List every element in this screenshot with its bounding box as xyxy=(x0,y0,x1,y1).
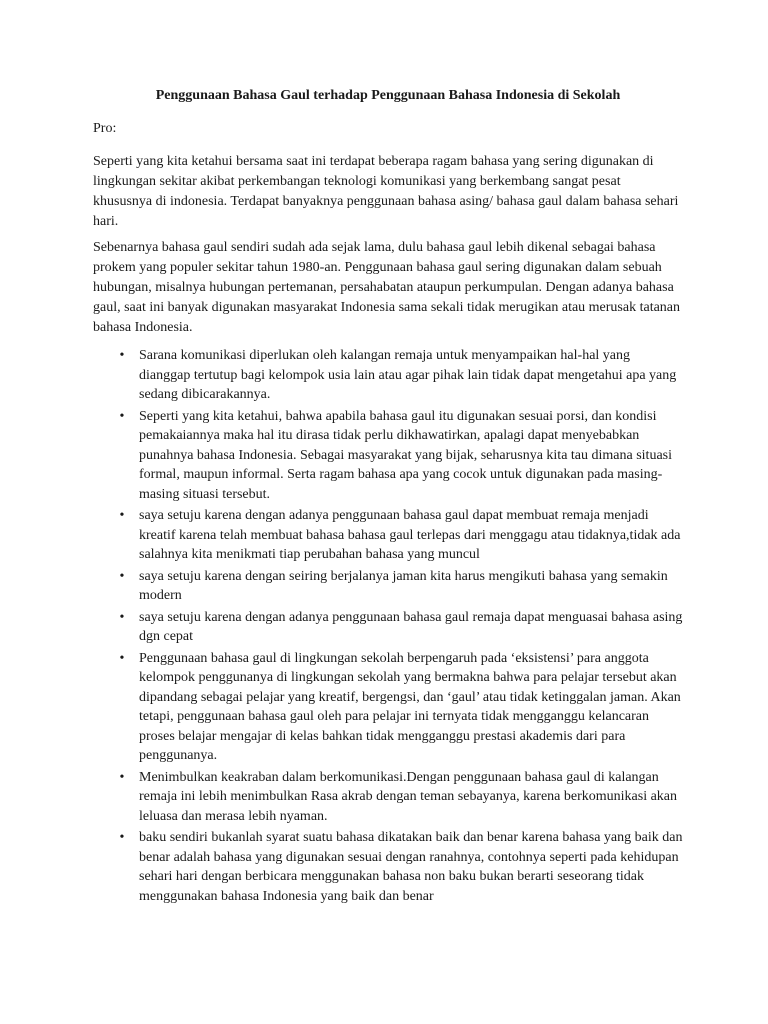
list-item-text: Penggunaan bahasa gaul di lingkungan sekolah berpengaruh pada ‘eksistensi’ para anggota kelompok penggunanya di lingkungan sekolah yang bermakna bahwa para pelajar tersebut akan dipandang sebagai pelajar yang kreatif, bergengsi, dan ‘gaul’ atau tidak ketinggalan jaman. Akan tetapi, penggunaan bahasa gaul oleh para pelajar ini ternyata tidak mengganggu kelancaran proses belajar mengajar di kelas bahkan tidak mengganggu prestasi akademis dari para penggunanya. xyxy=(139,650,681,763)
list-item xyxy=(93,407,683,505)
paragraph-intro: Seperti yang kita ketahui bersama saat ini terdapat beberapa ragam bahasa yang sering digunakan di lingkungan sekitar akibat perkembangan teknologi komunikasi yang berkembang sangat pesat khususnya di indonesia. Terdapat banyaknya penggunaan bahasa asing/ bahasa gaul dalam bahasa sehari hari. xyxy=(93,154,679,229)
paragraph-history: Sebenarnya bahasa gaul sendiri sudah ada sejak lama, dulu bahasa gaul lebih dikenal sebagai bahasa prokem yang populer sekitar tahun 1980-an. Penggunaan bahasa gaul sering digunakan dalam sebuah hubungan, misalnya hubungan pertemanan, persahabatan ataupun perkumpulan. Dengan adanya bahasa gaul, saat ini banyak digunakan masyarakat Indonesia sama sekali tidak merugikan atau merusak tatanan bahasa Indonesia. xyxy=(93,240,681,335)
list-item xyxy=(93,608,683,647)
list-item xyxy=(93,649,683,766)
pro-section-label: Pro: xyxy=(93,121,117,136)
list-item-text: Menimbulkan keakraban dalam berkomunikasi.Dengan penggunaan bahasa gaul di kalangan remaja ini lebih menimbulkan Rasa akrab dengan teman sebayanya, karena berkomunikasi akan leluasa dan merasa lebih nyaman. xyxy=(139,769,678,824)
document-title: Penggunaan Bahasa Gaul terhadap Penggunaan Bahasa Indonesia di Sekolah xyxy=(155,88,621,103)
list-item-text: Sarana komunikasi diperlukan oleh kalangan remaja untuk menyampaikan hal-hal yang dianggap tertutup bagi kelompok usia lain atau agar pihak lain tidak dapat mengetahui apa yang sedang dibicarakannya. xyxy=(139,348,677,402)
list-item-text: saya setuju karena dengan seiring berjalanya jaman kita harus mengikuti bahasa yang semakin modern xyxy=(139,568,668,603)
bullet-icon: • xyxy=(119,508,125,523)
bullet-icon: • xyxy=(119,408,125,424)
bullet-icon: • xyxy=(119,769,125,785)
bullet-icon: • xyxy=(119,348,125,363)
list-item-text: saya setuju karena dengan adanya penggunaan bahasa gaul remaja dapat menguasai bahasa asing dgn cepat xyxy=(139,609,683,644)
bullet-icon: • xyxy=(119,830,125,845)
list-item xyxy=(93,768,683,827)
bullet-icon: • xyxy=(119,650,125,666)
list-item xyxy=(93,506,683,565)
list-item-text: saya setuju karena dengan adanya penggunaan bahasa gaul dapat membuat remaja menjadi kreatif karena telah membuat bahasa bahasa gaul terlepas dari menggagu atau tidaknya,tidak ada salahnya kita menikmati tiap perubahan bahasa yang muncul xyxy=(139,508,681,562)
list-item xyxy=(93,828,683,906)
list-item xyxy=(93,346,683,405)
list-item-text: baku sendiri bukanlah syarat suatu bahasa dikatakan baik dan benar karena bahasa yang baik dan benar adalah bahasa yang digunakan sesuai dengan ranahnya, contohnya seperti pada kehidupan sehari hari dengan berbicara menggunakan bahasa non baku bukan berarti seseorang tidak menggunakan bahasa Indonesia yang baik dan benar xyxy=(139,830,683,904)
bullet-icon: • xyxy=(119,609,125,625)
pro-arguments-list xyxy=(93,346,683,906)
list-item xyxy=(93,567,683,606)
list-item-text: Seperti yang kita ketahui, bahwa apabila bahasa gaul itu digunakan sesuai porsi, dan kondisi pemakaiannya maka hal itu dirasa tidak perlu dikhawatirkan, apalagi dapat menyebabkan punahnya bahasa Indonesia. Sebagai masyarakat yang bijak, seharusnya kita tau dimana situasi formal, maupun informal. Serta ragam bahasa apa yang cocok untuk digunakan pada masing-masing situasi tersebut. xyxy=(139,408,672,502)
bullet-icon: • xyxy=(119,568,125,584)
